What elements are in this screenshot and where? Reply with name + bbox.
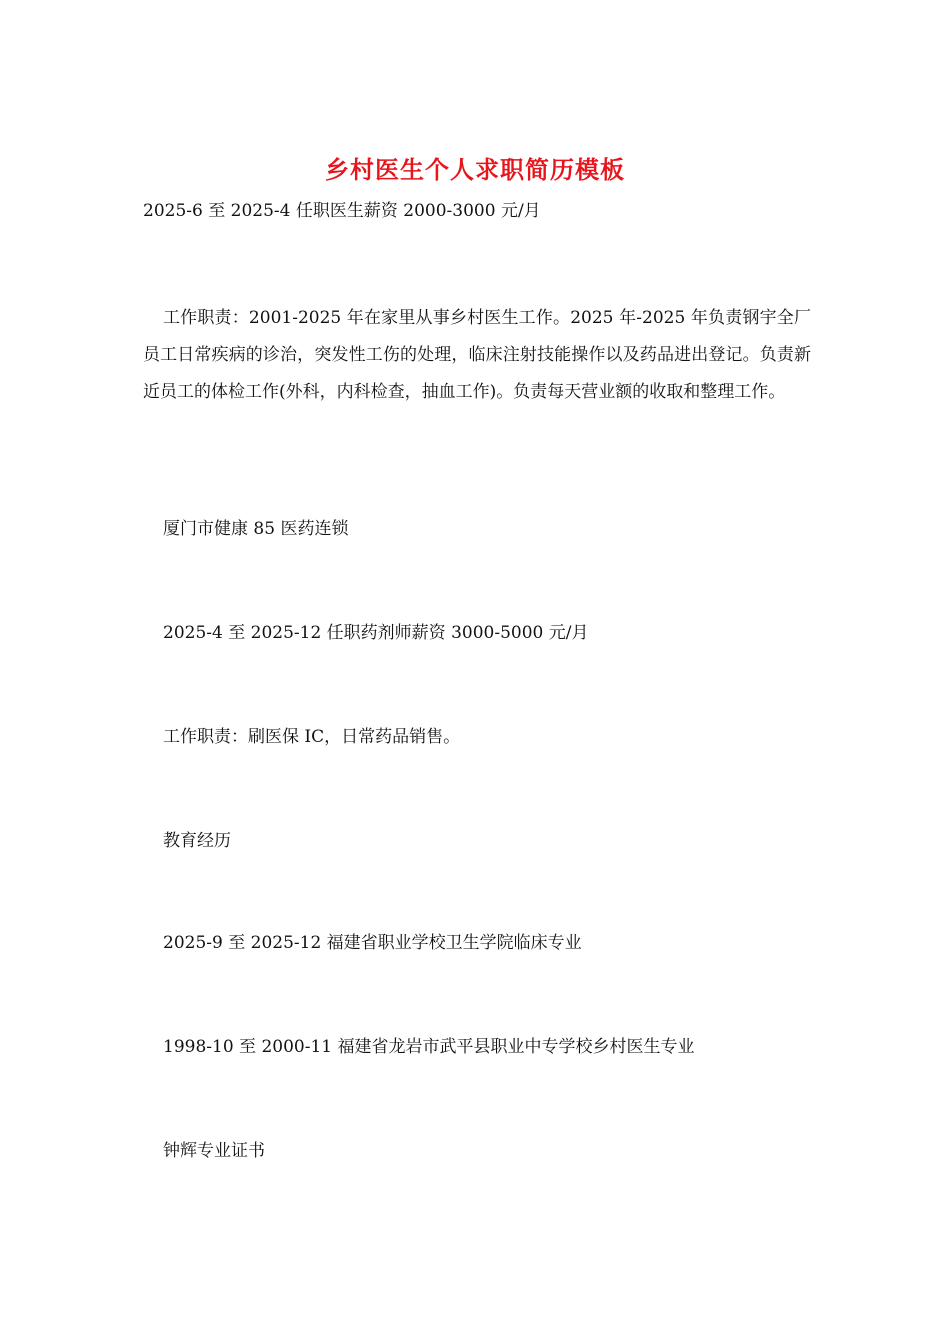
certificates-heading: 钟辉专业证书	[163, 1141, 265, 1161]
education-entry: 2025-9 至 2025-12 福建省职业学校卫生学院临床专业	[163, 933, 582, 953]
job1-period: 2025-6 至 2025-4 任职医生薪资 2000-3000 元/月	[143, 201, 541, 221]
document-title: 乡村医生个人求职简历模板	[325, 155, 625, 184]
job2-duties: 工作职责：刷医保 IC，日常药品销售。	[163, 727, 461, 747]
job1-duties: 工作职责：2001-2025 年在家里从事乡村医生工作。2025 年-2025 年负责钢宇全厂员工日常疾病的诊治，突发性工伤的处理，临床注射技能操作以及药品进出登记。负责新近员工的体检工作(外科，内科检查，抽血工作)。负责每天营业额的收取和整理工作。	[143, 308, 811, 402]
education-entry: 1998-10 至 2000-11 福建省龙岩市武平县职业中专学校乡村医生专业	[163, 1037, 695, 1057]
education-heading: 教育经历	[163, 831, 231, 851]
job2-period: 2025-4 至 2025-12 任职药剂师薪资 3000-5000 元/月	[163, 623, 589, 643]
job2-company: 厦门市健康 85 医药连锁	[163, 519, 349, 539]
